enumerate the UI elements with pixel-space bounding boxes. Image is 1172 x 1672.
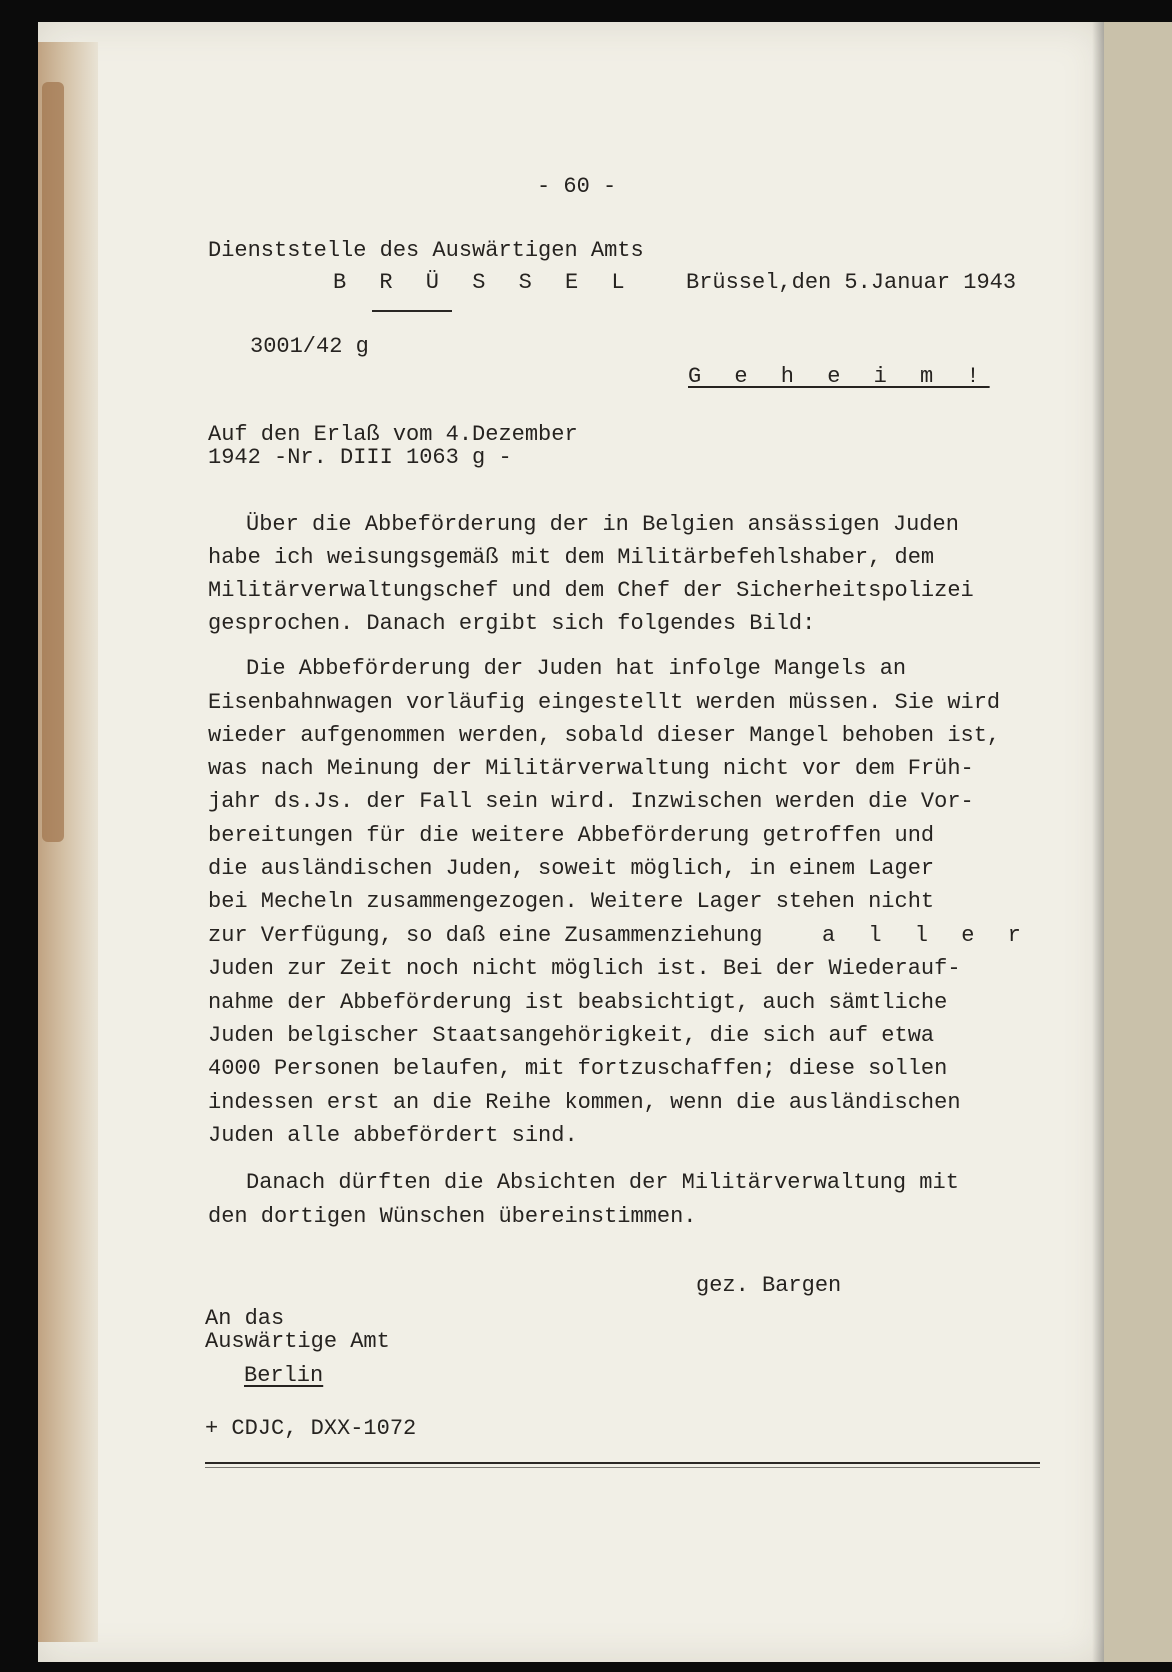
body-line: gesprochen. Danach ergibt sich folgendes Bild: bbox=[208, 611, 816, 636]
page-number: - 60 - bbox=[537, 174, 617, 199]
body-line: die ausländischen Juden, soweit möglich, in einem Lager bbox=[208, 856, 935, 881]
body-line: Über die Abbeförderung der in Belgien ansässigen Juden bbox=[246, 512, 959, 537]
body-line: Eisenbahnwagen vorläufig eingestellt werden müssen. Sie wird bbox=[208, 690, 1001, 715]
body-line: indessen erst an die Reihe kommen, wenn die ausländischen bbox=[208, 1090, 961, 1115]
footer-rule bbox=[205, 1462, 1040, 1464]
body-line: Juden alle abbefördert sind. bbox=[208, 1123, 578, 1148]
file-number: 3001/42 g bbox=[250, 334, 369, 359]
office-city: B R Ü S S E L bbox=[333, 270, 635, 295]
body-line: habe ich weisungsgemäß mit dem Militärbefehlshaber, dem bbox=[208, 545, 935, 570]
body-line: was nach Meinung der Militärverwaltung nicht vor dem Früh- bbox=[208, 756, 974, 781]
body-line: Danach dürften die Absichten der Militärverwaltung mit bbox=[246, 1170, 959, 1195]
body-line: wieder aufgenommen werden, sobald dieser Mangel behoben ist, bbox=[208, 723, 1001, 748]
body-line: Militärverwaltungschef und dem Chef der Sicherheitspolizei bbox=[208, 578, 974, 603]
body-line: jahr ds.Js. der Fall sein wird. Inzwischen werden die Vor- bbox=[208, 789, 974, 814]
office-name: Dienststelle des Auswärtigen Amts bbox=[208, 238, 644, 263]
body-line: bei Mecheln zusammengezogen. Weitere Lager stehen nicht bbox=[208, 889, 935, 914]
signature: gez. Bargen bbox=[696, 1273, 842, 1298]
body-emphasis: a l l e r bbox=[822, 923, 1031, 948]
page-shadow bbox=[1092, 22, 1104, 1662]
binding-stain bbox=[42, 82, 64, 842]
body-line: bereitungen für die weitere Abbeförderung getroffen und bbox=[208, 823, 935, 848]
body-line: nahme der Abbeförderung ist beabsichtigt, auch sämtliche bbox=[208, 990, 948, 1015]
classification-stamp: G e h e i m ! bbox=[688, 364, 990, 389]
body-line: Juden belgischer Staatsangehörigkeit, die sich auf etwa bbox=[208, 1023, 935, 1048]
reference-line-1: Auf den Erlaß vom 4.Dezember bbox=[208, 422, 578, 447]
recipient-line-2: Auswärtige Amt bbox=[205, 1329, 390, 1354]
body-line: Juden zur Zeit noch nicht möglich ist. Bei der Wiederauf- bbox=[208, 956, 961, 981]
letter-date: Brüssel,den 5.Januar 1943 bbox=[686, 270, 1017, 295]
source-reference: + CDJC, DXX-1072 bbox=[205, 1416, 417, 1441]
body-line: den dortigen Wünschen übereinstimmen. bbox=[208, 1204, 697, 1229]
footer-rule-2 bbox=[205, 1467, 1040, 1468]
adjacent-page-edge bbox=[1104, 22, 1172, 1662]
header-rule bbox=[372, 310, 452, 312]
body-line: Die Abbeförderung der Juden hat infolge Mangels an bbox=[246, 656, 907, 681]
recipient-city: Berlin bbox=[244, 1363, 324, 1388]
body-line: zur Verfügung, so daß eine Zusammenziehung bbox=[208, 923, 763, 948]
reference-line-2: 1942 -Nr. DIII 1063 g - bbox=[208, 445, 512, 470]
recipient-line-1: An das bbox=[205, 1306, 285, 1331]
body-line: 4000 Personen belaufen, mit fortzuschaffen; diese sollen bbox=[208, 1056, 948, 1081]
